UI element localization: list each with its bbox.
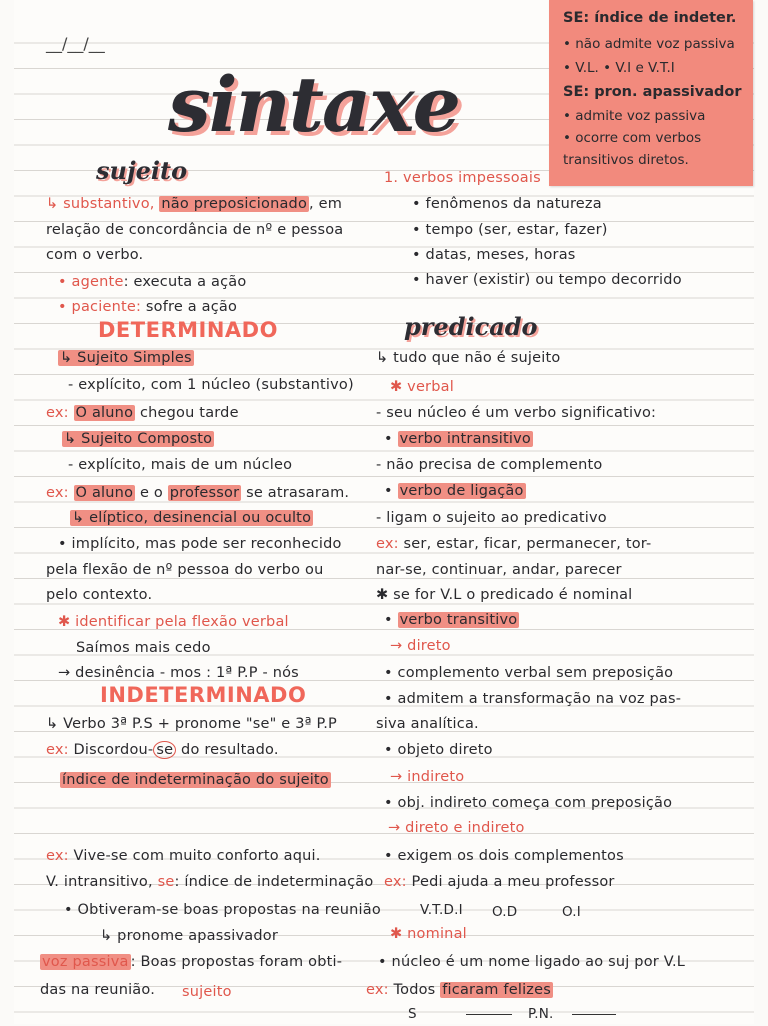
note-line: • exigem os dois complementos (384, 848, 624, 864)
note-line: relação de concordância de nº e pessoa (46, 222, 344, 238)
page-title: sintaxe (168, 60, 459, 149)
note-line: • núcleo é um nome ligado ao suj por V.L (378, 954, 686, 970)
example-label: ex: (46, 405, 69, 421)
example-label: ex: (376, 536, 399, 552)
term-label: • agente (58, 274, 124, 290)
note-line (40, 950, 342, 974)
text-span: do resultado. (176, 742, 279, 758)
highlight: O aluno (75, 405, 134, 421)
annotation-vtdi: V.T.D.I (420, 902, 463, 918)
text-span: Vive-se com muito conforto aqui. (68, 848, 321, 864)
highlight: verbo de ligação (399, 483, 524, 499)
note-line (46, 870, 373, 894)
note-line: • haver (existir) ou tempo decorrido (412, 272, 682, 288)
note-line (60, 768, 331, 792)
divider (466, 1014, 512, 1015)
term-label: • paciente: (58, 299, 142, 315)
highlight: ↳ Sujeito Composto (64, 431, 213, 447)
text-span: e o (135, 485, 168, 501)
note-line: • complemento verbal sem preposição (384, 665, 674, 681)
note-line: ✱ nominal (390, 926, 467, 942)
note-line (366, 978, 553, 1002)
annotation-pn: P.N. (528, 1006, 554, 1022)
note-line: siva analítica. (376, 716, 479, 732)
note-line: - seu núcleo é um verbo significativo: (376, 405, 657, 421)
note-line (58, 295, 237, 319)
annotation-od: O.D (492, 904, 518, 920)
text-span: : índice de indeterminação (174, 874, 374, 890)
note-line (384, 427, 533, 451)
note-line: • Obtiveram-se boas propostas na reunião (64, 902, 381, 918)
example-label: ex: (384, 874, 407, 890)
highlight: verbo intransitivo (399, 431, 532, 447)
note-line: nar-se, continuar, andar, parecer (376, 562, 622, 578)
note-line (58, 270, 246, 294)
note-line: - ligam o sujeito ao predicativo (376, 510, 607, 526)
text-span: • (384, 612, 398, 628)
text-span: V. intransitivo, (46, 874, 158, 890)
note-line (46, 844, 321, 868)
note-line: • admitem a transformação na voz pas- (384, 691, 682, 707)
note-line: ↳ Verbo 3ª P.S + pronome "se" e 3ª P.P (46, 716, 337, 732)
note-line: • objeto direto (384, 742, 493, 758)
text-span: • (384, 483, 398, 499)
note-line: → direto (390, 638, 451, 654)
note-line: → desinência - mos : 1ª P.P - nós (58, 665, 299, 681)
example-label: ex: (46, 485, 69, 501)
note-line (46, 401, 239, 425)
note-line: • admite voz passiva (563, 108, 706, 124)
note-line: ↳ tudo que não é sujeito (376, 350, 561, 366)
text-span: se atrasaram. (241, 485, 350, 501)
note-line: das na reunião. (40, 982, 156, 998)
sujeito-heading: sujeito (96, 156, 188, 185)
note-line: ✱ verbal (390, 379, 454, 395)
text-span: sofre a ação (141, 299, 238, 315)
note-line: • fenômenos da natureza (412, 196, 602, 212)
note-line: 1. verbos impessoais (384, 170, 541, 186)
note-line: → indireto (390, 769, 465, 785)
note-line: • não admite voz passiva (563, 36, 735, 52)
note-line: • datas, meses, horas (412, 247, 576, 263)
term-label: se (157, 874, 175, 890)
annotation-s: S (408, 1006, 417, 1022)
note-line: - explícito, mais de um núcleo (68, 457, 293, 473)
example-label: ex: (46, 848, 69, 864)
note-line: pelo contexto. (46, 587, 153, 603)
note-line (58, 346, 194, 370)
note-line (46, 738, 279, 762)
indeterminado-heading: INDETERMINADO (100, 683, 307, 707)
note-line: • ocorre com verbos (563, 130, 702, 146)
text-span: ser, estar, ficar, permanecer, tor- (398, 536, 652, 552)
highlight: não preposicionado (161, 196, 308, 212)
divider (572, 1014, 616, 1015)
highlight: índice de indeterminação do sujeito (62, 772, 329, 788)
note-line: Saímos mais cedo (76, 640, 211, 656)
note-line (384, 479, 526, 503)
text-span: Discordou- (68, 742, 154, 758)
note-line: • tempo (ser, estar, fazer) (412, 222, 608, 238)
note-line (376, 532, 651, 556)
highlight: ↳ elíptico, desinencial ou oculto (72, 510, 312, 526)
note-line: ✱ se for V.L o predicado é nominal (376, 587, 633, 603)
text-span: • (384, 431, 398, 447)
note-heading-2: SE: pron. apassivador (563, 84, 742, 100)
highlight: verbo transitivo (399, 612, 518, 628)
note-line: ↳ pronome apassivador (100, 928, 279, 944)
note-line: • obj. indireto começa com preposição (384, 795, 673, 811)
note-line: com o verbo. (46, 247, 144, 263)
note-line (70, 506, 313, 530)
annotation-oi: O.I (562, 904, 581, 920)
determinado-heading: DETERMINADO (98, 318, 278, 342)
highlight: ficaram felizes (442, 982, 551, 998)
text-span: Todos (388, 982, 441, 998)
note-line (62, 427, 214, 451)
text-span: , em (309, 196, 343, 212)
sticky-note (549, 0, 753, 186)
note-line (384, 608, 519, 632)
circled-se: se (153, 741, 176, 759)
highlight: ↳ Sujeito Simples (60, 350, 192, 366)
highlight: O aluno (75, 485, 134, 501)
note-heading-1: SE: índice de indeter. (563, 10, 737, 26)
example-label: ex: (46, 742, 69, 758)
note-line: ✱ identificar pela flexão verbal (58, 614, 289, 630)
term-label: voz passiva (42, 954, 129, 970)
note-line: → direto e indireto (388, 820, 525, 836)
sujeito-label: sujeito (182, 984, 232, 1000)
note-line (46, 481, 349, 505)
example-label: ex: (366, 982, 389, 998)
date-field: __/__/__ (46, 34, 105, 53)
text-span: : Boas propostas foram obti- (130, 954, 343, 970)
highlight: professor (169, 485, 240, 501)
text-span: chegou tarde (135, 405, 239, 421)
note-line: • implícito, mas pode ser reconhecido (58, 536, 342, 552)
note-line: - explícito, com 1 núcleo (substantivo) (68, 377, 354, 393)
note-line: • V.L. • V.I e V.T.I (563, 60, 675, 76)
text-span: : executa a ação (123, 274, 247, 290)
predicado-heading: predicado (404, 312, 538, 341)
text-span: ↳ substantivo, (46, 196, 160, 212)
text-span: Pedi ajuda a meu professor (406, 874, 615, 890)
note-line: - não precisa de complemento (376, 457, 603, 473)
note-line: pela flexão de nº pessoa do verbo ou (46, 562, 324, 578)
note-line: transitivos diretos. (563, 152, 689, 168)
note-line (46, 192, 342, 216)
note-line (384, 870, 615, 894)
